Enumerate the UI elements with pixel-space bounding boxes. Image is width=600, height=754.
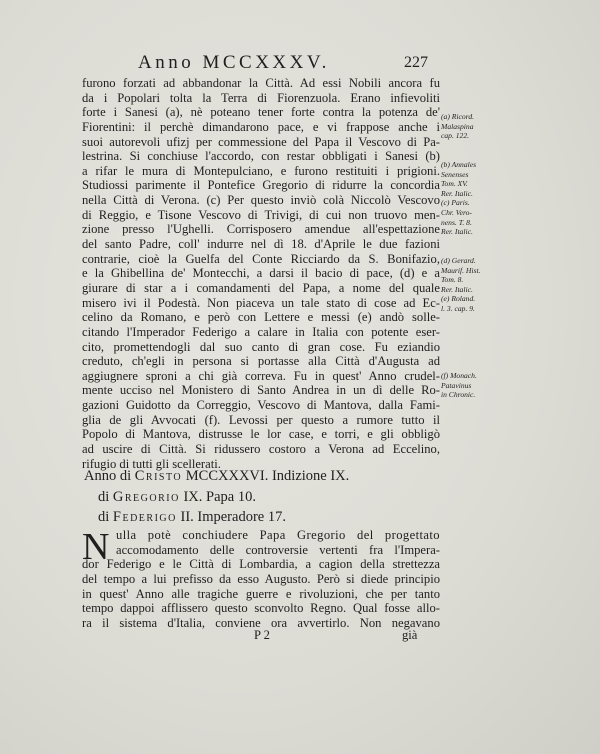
text-line: ad uscire di Città. Si ridussero costoro a Verona ad Eccelino, xyxy=(82,442,440,457)
text-line: glia de gli Avvocati (f). Levossi per questo a rumore tutto il xyxy=(82,412,440,427)
text-line: contrarie, cioè la Guelfa del Conte Ricciardo da S. Bonifazio, xyxy=(82,251,440,266)
year-heading-rest: II. Imperadore 17. xyxy=(180,509,286,525)
year-heading-prefix: di xyxy=(98,509,110,525)
year-heading-rest: MCCXXXVI. Indizione IX. xyxy=(185,468,350,484)
margin-note-line: nens. T. 8. xyxy=(441,217,472,227)
text-line: aggiugnere sproni a chi già correva. Fu in quest' Anno crudel- xyxy=(82,368,440,383)
page-number: 227 xyxy=(404,54,428,71)
year-heading-prefix: di xyxy=(98,488,110,505)
text-line: forte i Sanesi (a), nè poteano tener forte contra la potenza de' xyxy=(82,105,440,120)
text-line: rifugio di tutti gli scellerati. xyxy=(82,456,221,471)
text-line: da i Popolari tolta la Terra di Fiorenzuola. Erano infievoliti xyxy=(82,90,440,105)
year-heading-name: Federigo xyxy=(112,509,177,525)
year-heading-line-3 xyxy=(84,507,464,528)
text-line: celino da Romano, e però con Lettere e messi (e) andò solle- xyxy=(82,310,440,325)
text-line: creduto, ch'egli in persona si portasse alla Città d'Augusta ad xyxy=(82,354,440,369)
margin-note-line: cap. 122. xyxy=(441,131,470,141)
text-line: cito, promettendogli dal suo canto di gran cose. Fu eziandio xyxy=(82,339,440,354)
margin-note-line: Chr. Vero- xyxy=(441,208,472,217)
text-line: dor Federigo e le Città di Lombardia, a cagion della strettezza xyxy=(82,557,440,572)
text-line: di Reggio, e Tisone Vescovo di Trivigi, di cui non truovo men- xyxy=(82,207,440,222)
main-paragraph xyxy=(82,76,440,471)
text-line: giurare di star a i comandamenti del Papa, a nome del quale xyxy=(82,280,440,295)
paragraph-second-line: accomodamento delle controversie vertenti fra l'Impera- xyxy=(116,542,440,557)
text-line: suoi autorevoli ufizj per commessione del Papa il Vescovo di Pa- xyxy=(82,134,440,149)
year-heading-name: Gregorio xyxy=(112,488,180,505)
text-line: ra il sistema d'Italia, conviene ora avvertirlo. Non negavano xyxy=(82,615,440,630)
margin-note-line: Rer. Italic. xyxy=(441,227,473,237)
text-line: zione presso l'Ughelli. Corrisposero amendue all'espettazione xyxy=(82,222,440,237)
page-footer xyxy=(0,628,600,644)
second-paragraph xyxy=(82,528,440,630)
year-heading-line-1 xyxy=(84,466,464,487)
margin-note-line: Rer. Italic. xyxy=(441,284,473,294)
text-line: mente ucciso nel Monistero di Santo Andrea in un dì delle Ro- xyxy=(82,383,440,398)
margin-note-line: Patavinus xyxy=(441,380,472,390)
margin-note-line: (b) Annales xyxy=(441,160,477,169)
margin-note-line: Malaspina xyxy=(441,121,474,131)
margin-note-line: (e) Roland. xyxy=(441,294,476,304)
text-line: gazioni Guidotto da Correggio, Vescovo di Mantova, dalla Fami- xyxy=(82,398,440,413)
text-line: nella Città di Verona. (c) Per questo inviò colà Niccolò Vescovo xyxy=(82,193,440,208)
year-heading-name: Cristo xyxy=(134,468,183,484)
margin-note-line: Senenses xyxy=(441,169,469,179)
text-line: tempo dappoi afflissero questo sconvolto Regno. Qual fosse allo- xyxy=(82,601,440,616)
drop-initial: N xyxy=(82,526,110,568)
text-line: Studiossi parimente il Pontefice Gregorio di ridurre la concordia xyxy=(82,178,440,193)
text-line: misero ivi il Podestà. Non piaceva un tale stato di cose ad Ec- xyxy=(82,295,440,310)
margin-note-line: Tom. 8. xyxy=(441,275,464,285)
text-line: furono forzati ad abbandonar la Città. Ad essi Nobili ancora fu xyxy=(82,76,440,90)
running-head-title: Anno MCCXXXV. xyxy=(138,52,330,73)
margin-note-line: (f) Monach. xyxy=(441,371,477,381)
margin-note-line: (c) Paris. xyxy=(441,198,470,208)
catchword: già xyxy=(402,628,418,642)
margin-note-line: Tom. XV. xyxy=(441,179,468,189)
text-line: Fiorentini: il perchè dimandarono pace, e vi frappose anche i xyxy=(82,119,440,134)
year-heading-rest: IX. Papa 10. xyxy=(183,488,256,505)
margin-note-line: (d) Gerard. xyxy=(441,256,476,265)
text-line: citando l'Imperador Federigo a calare in Italia con potente eser- xyxy=(82,324,440,339)
signature-mark: P 2 xyxy=(254,628,270,642)
text-line: Popolo di Mantova, distrusse le lor case, e torri, e gli obbligò xyxy=(82,427,440,442)
margin-note-line: Maurif. Hist. xyxy=(441,265,481,275)
text-line: del tempo a lui prefisso da esso Augusto. Però si diede principio xyxy=(82,571,440,586)
text-line: lestrina. Si conchiuse l'accordo, con restar obbligati i Sanesi (b) xyxy=(82,149,440,164)
margin-note-line: in Chronic. xyxy=(441,390,476,400)
text-line: a rifar le mura di Montepulciano, e furono restituiti i prigioni. xyxy=(82,163,440,178)
running-head xyxy=(0,52,600,74)
year-heading xyxy=(84,466,464,528)
year-heading-prefix: Anno di xyxy=(84,468,132,484)
margin-note-line: l. 3. cap. 9. xyxy=(441,304,475,313)
text-line: e la Ghibellina de' Montecchi, a darsi il bacio di pace, (d) e a xyxy=(82,266,440,281)
text-line: del santo Padre, coll' indurre nel dì 18. d'Aprile le due fazioni xyxy=(82,237,440,252)
margin-note-line: (a) Ricord. xyxy=(441,112,475,121)
paragraph-first-line: ulla potè conchiudere Papa Gregorio del progettato xyxy=(116,528,440,542)
margin-note-line: Rer. Italic. xyxy=(441,188,473,198)
text-line: in quest' Anno alle tragiche guerre e rivoluzioni, che per tanto xyxy=(82,586,440,601)
year-heading-line-2 xyxy=(84,487,464,508)
